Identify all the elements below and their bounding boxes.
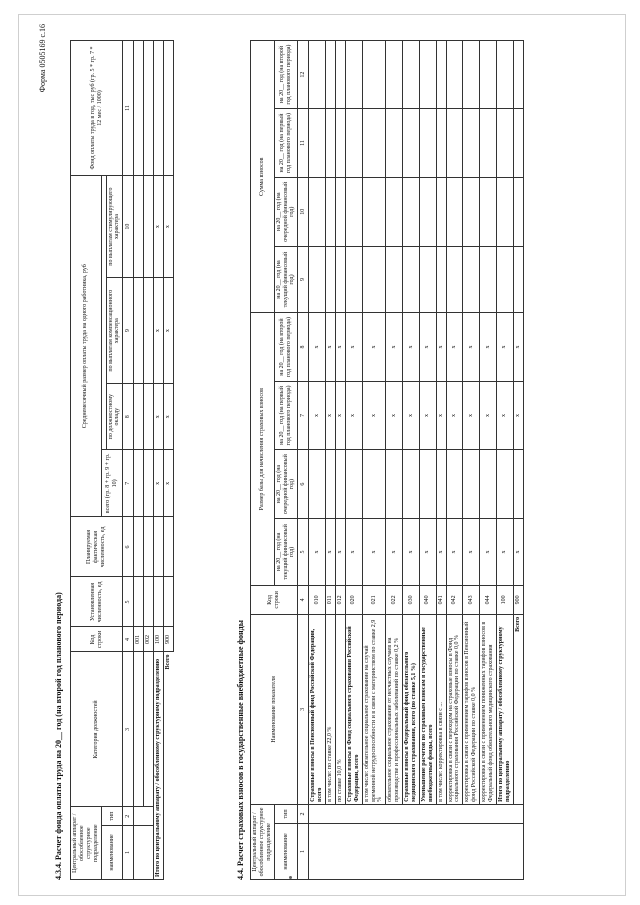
cell [309,109,326,178]
cell [309,450,326,519]
x-mark: x [513,313,523,381]
row-code: 002 [144,627,154,652]
cell [345,177,362,246]
col-number: 6 [123,517,134,577]
row-code: 043 [463,585,480,614]
cell [480,177,497,246]
row-code: 900 [164,627,174,652]
cell [403,41,420,109]
table-row [144,41,154,880]
cell [309,177,326,246]
s1-avg-header: Среднемесячный размер оплаты труда на одного работника, руб [71,176,102,517]
row-code: 010 [309,585,326,614]
x-mark: x [154,278,164,384]
table-row [386,41,403,880]
cell [463,177,480,246]
col-number: 3 [298,614,309,804]
row-label: Страховые взносы в Федеральный фонд обязательного медицинского страхования, всего (по ставке 5,1 %) [403,614,420,804]
col-number: 8 [123,384,134,450]
total-apparatus-row [154,41,164,880]
col-number: 7 [123,450,134,517]
row-label: Страховые взносы в Фонд социального страхования Российской Федерации, всего [345,614,362,804]
cell [326,109,336,178]
s1-col-category: Категория должностей [71,652,123,807]
cell [463,450,480,519]
x-mark: x [309,313,326,381]
x-mark: x [345,313,362,381]
row-label: обязательное социальное страхование от несчастных случаев на производстве и профессиональных заболеваний по ставке 0,2 % [386,614,403,804]
x-mark: x [326,381,336,450]
cell [386,246,403,313]
x-mark: x [496,518,513,585]
row-code: 100 [496,585,513,614]
cell [513,109,523,178]
cell [463,109,480,178]
cell [134,278,144,384]
table-row [496,41,513,880]
x-mark: x [496,313,513,381]
period-col: на 20__ год (на текущий финансовый год) [274,518,298,585]
cell [144,176,154,278]
s1-group-header: Центральный аппарат / обособленное структурное подразделение [71,807,102,880]
cell [336,109,346,178]
x-mark: x [403,518,420,585]
x-mark: x [463,518,480,585]
x-mark: x [164,384,174,450]
x-mark: x [496,381,513,450]
cell [326,450,336,519]
x-mark: x [419,381,436,450]
table-row [419,41,436,880]
col-number: 12 [298,41,309,109]
cell [480,450,497,519]
x-mark: x [446,381,463,450]
cell [164,577,174,627]
cell [309,41,326,109]
s2-col-indicator: Наименование показателя [251,614,298,804]
x-mark: x [336,313,346,381]
cell [513,177,523,246]
x-mark: x [419,313,436,381]
x-mark: x [480,518,497,585]
x-mark: x [480,381,497,450]
cell [403,246,420,313]
x-mark: x [336,381,346,450]
cell [134,41,144,176]
row-label: в том числе: обязательное социальное страхование на случай временной нетрудоспособности и в связи с материнством по ставке 2,9 % [362,614,386,804]
table-row [134,41,144,880]
cell [134,517,144,577]
x-mark: x [154,450,164,517]
x-mark: x [436,381,446,450]
col-number: 1 [298,823,309,879]
cell [362,41,386,109]
cell [419,177,436,246]
row-label: корректировка в связи с применением тарифов взносов в Пенсионный фонд Российской Федерации по ставке 0,0 % [463,614,480,804]
row-label: Итого по центральному аппарату / обособленному структурному подразделению [154,652,164,880]
cell [403,450,420,519]
payroll-table [70,40,174,880]
row-code: 042 [446,585,463,614]
cell [513,41,523,109]
cell [463,41,480,109]
cell [134,652,144,807]
x-mark: x [362,518,386,585]
col-number: 9 [298,246,309,313]
row-label: в том числе: корректировка в связи с ... [436,614,446,804]
cell [144,577,154,627]
row-code: 100 [154,627,164,652]
cell [419,246,436,313]
x-mark: x [326,518,336,585]
section2-title: 4.4. Расчет страховых взносов в государственные внебюджетные фонды [236,620,245,880]
s2-col-type: тип [274,804,298,823]
row-code: 022 [386,585,403,614]
cell [345,450,362,519]
row-code: 044 [480,585,497,614]
cell [436,177,446,246]
cell [446,177,463,246]
period-col: на 20__ год (на очередной финансовый год) [274,177,298,246]
cell [496,109,513,178]
cell [362,177,386,246]
cell [144,517,154,577]
cell [336,246,346,313]
cell [336,450,346,519]
cell [345,41,362,109]
cell [134,176,144,278]
s2-sum-header: Сумма взносов [251,41,275,313]
row-code: 030 [403,585,420,614]
row-code: 021 [362,585,386,614]
rotated-document [40,20,600,880]
col-number: 2 [123,807,134,825]
col-number: 6 [298,450,309,519]
x-mark: x [164,176,174,278]
x-mark: x [403,381,420,450]
s1-column-numbers [123,41,134,880]
table-row [326,41,336,880]
x-mark: x [362,313,386,381]
period-col: на 20__ год (на первый год планового периода) [274,109,298,178]
cell [154,41,164,176]
row-label: в том числе: по ставке 22,0 % [326,614,336,804]
col-number: 10 [298,177,309,246]
s1-col-total: всего (гр. 8 + гр. 9 + гр. 10) [101,450,123,517]
insurance-rows [309,41,523,880]
table-row [446,41,463,880]
s1-col-compensation: по выплатам компенсационного характера [106,278,123,384]
s1-col-name: наименование [101,825,123,879]
row-label: корректировка в связи с переходом на страховые взносы в Фонд социального страхования Российской Федерации по ставке 0,0 % [446,614,463,804]
cell [144,278,154,384]
cell [134,384,144,450]
s2-column-numbers [298,41,309,880]
period-col: на 20__ год (на первый год планового периода) [274,381,298,450]
x-mark: x [362,381,386,450]
cell [496,41,513,109]
cell [436,41,446,109]
cell [496,450,513,519]
cell [386,177,403,246]
col-number: 8 [298,313,309,381]
s2-base-header: Размер базы для начисления страховых взносов [251,313,275,585]
cell [419,450,436,519]
x-mark: x [463,381,480,450]
x-mark: x [436,518,446,585]
insurance-table [250,40,524,880]
table-row [480,41,497,880]
cell [386,109,403,178]
x-mark: x [446,518,463,585]
s1-col-incentive: по выплатам стимулирующего характера [106,176,123,278]
cell [134,450,144,517]
s2-col-name: наименование [274,823,298,879]
x-mark: x [419,518,436,585]
col-number: 5 [123,577,134,627]
col-number: 3 [123,652,134,807]
cell [513,450,523,519]
cell [386,41,403,109]
row-code: 011 [326,585,336,614]
grand-total-row [164,41,174,880]
table-row [309,41,326,880]
cell [436,450,446,519]
cell [164,517,174,577]
x-mark: x [403,313,420,381]
cell [134,577,144,627]
s1-col-type: тип [101,807,123,825]
row-code: 001 [134,627,144,652]
section1-title: 4.3.4. Расчет фонда оплаты труда на 20__ год (на второй год планового периода) [54,592,63,880]
cell [513,246,523,313]
cell [134,825,154,879]
cell [419,41,436,109]
period-col: на 20__ год (на второй год планового периода) [274,313,298,381]
cell [446,450,463,519]
x-mark: x [154,384,164,450]
col-number: 5 [298,518,309,585]
table-row [336,41,346,880]
cell [336,177,346,246]
x-mark: x [345,381,362,450]
x-mark: x [463,313,480,381]
cell [326,177,336,246]
cell [362,109,386,178]
cell [309,823,523,879]
cell [164,41,174,176]
cell [480,109,497,178]
table-row [436,41,446,880]
x-mark: x [326,313,336,381]
table-row [345,41,362,880]
s1-col-established: Установленная численность, ед [71,577,123,627]
cell [480,41,497,109]
s1-col-actual: Планируемая фактическая численность, ед [71,517,123,577]
x-mark: x [513,381,523,450]
x-mark: x [446,313,463,381]
x-mark: x [345,518,362,585]
row-code: 040 [419,585,436,614]
cell [446,109,463,178]
table-row [362,41,386,880]
row-label: Уменьшение расчетов по страховым взносам в государственные внебюджетные фонды, всего [419,614,436,804]
cell [446,246,463,313]
row-label: Всего [165,654,172,670]
period-col: на 20__ год (на второй год планового периода) [274,41,298,109]
cell [326,246,336,313]
row-label: Страховые взносы в Пенсионный фонд Российской Федерации, всего [309,614,326,804]
s2-col-code: Код строки [251,585,298,614]
col-number: 10 [123,176,134,278]
row-label: по ставке 10,0 % [336,614,346,804]
s2-group-header: Центральный аппарат / обособленное структурное подразделение [251,804,275,879]
col-number: 11 [123,41,134,176]
cell [309,804,523,823]
x-mark: x [480,313,497,381]
table-row [403,41,420,880]
cell [336,41,346,109]
x-mark: x [164,450,174,517]
col-number: 11 [298,109,309,178]
cell [403,109,420,178]
cell [326,41,336,109]
s1-col-fund: Фонд оплаты труда в год, тыс руб (гр. 5 * гр. 7 * 12 мес / 1000) [71,41,123,176]
col-number: 2 [298,804,309,823]
col-number: 7 [298,381,309,450]
cell [446,41,463,109]
cell [386,450,403,519]
row-label: Всего [513,614,523,804]
x-mark: x [336,518,346,585]
cell [436,109,446,178]
period-col: на 20__ год (на очередной финансовый год) [274,450,298,519]
cell [345,109,362,178]
cell [480,246,497,313]
x-mark: x [164,278,174,384]
x-mark: x [436,313,446,381]
cell [144,450,154,517]
row-label: Итого по центральному аппарату / обособленному структурному подразделению [496,614,513,804]
table-row [513,41,523,880]
cell [309,246,326,313]
form-code: Форма 0505169 с.16 [38,24,47,93]
col-number: 9 [123,278,134,384]
row-code: 041 [436,585,446,614]
x-mark: x [513,518,523,585]
cell [154,577,164,627]
col-number: 1 [123,825,134,879]
cell [144,41,154,176]
cell [154,517,164,577]
col-number: 4 [298,585,309,614]
x-mark: x [386,381,403,450]
x-mark: x [309,381,326,450]
cell [144,384,154,450]
x-mark: x [386,313,403,381]
cell [496,246,513,313]
cell [144,652,154,807]
cell [362,450,386,519]
cell [134,807,154,825]
col-number: 4 [123,627,134,652]
row-code: 020 [345,585,362,614]
row-code: 012 [336,585,346,614]
x-mark: x [154,176,164,278]
s1-col-code: Код строки [71,627,123,652]
cell [362,246,386,313]
row-label: корректировка в связи с применением пониженных тарифов взносов в Федеральный фонд обязательного медицинского страхования [480,614,497,804]
cell [345,246,362,313]
x-mark: x [386,518,403,585]
cell [436,246,446,313]
row-code: 900 [513,585,523,614]
cell [419,109,436,178]
table-row [463,41,480,880]
cell [463,246,480,313]
period-col: на 20__ год (на текущий финансовый год) [274,246,298,313]
s1-col-position-salary: по должностному окладу [106,384,123,450]
x-mark: x [309,518,326,585]
cell [403,177,420,246]
cell [496,177,513,246]
